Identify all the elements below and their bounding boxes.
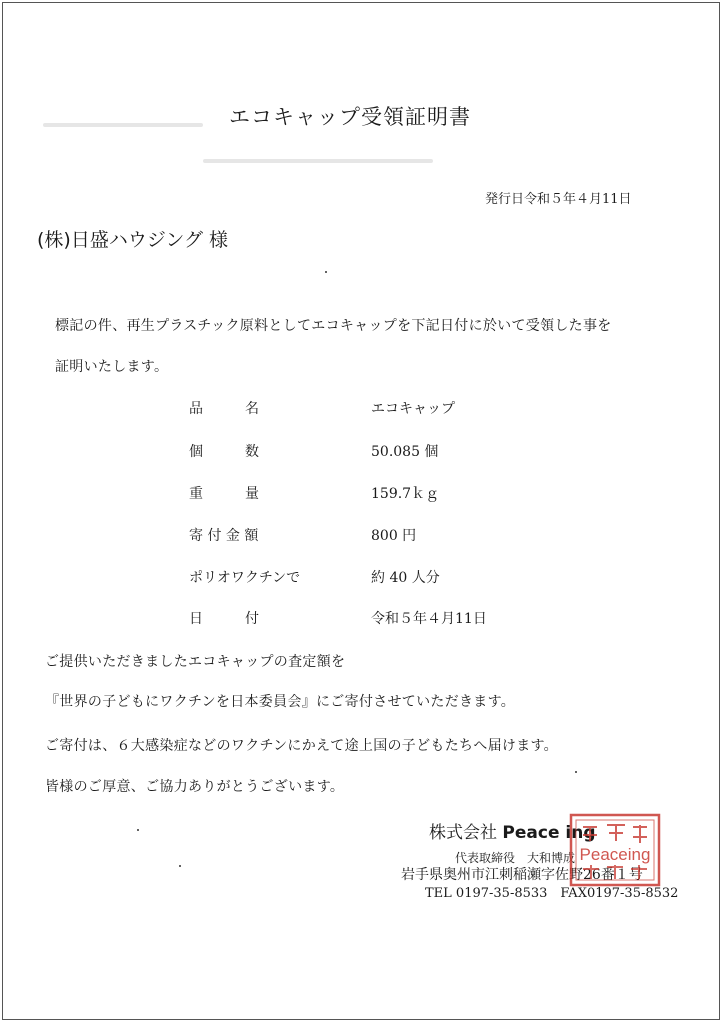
detail-label-date: 日 付 xyxy=(189,611,259,627)
scan-speck xyxy=(137,829,139,831)
detail-label-polio: ポリオワクチンで xyxy=(189,570,301,586)
company-seal-stamp xyxy=(569,813,661,887)
detail-value-polio: 約 40 人分 xyxy=(371,570,440,586)
closing-line-2: 『世界の子どもにワクチンを日本委員会』にご寄付させていただきます。 xyxy=(45,694,516,710)
body-line-2: 証明いたします。 xyxy=(55,359,169,375)
scan-speck xyxy=(325,271,327,273)
certificate-page xyxy=(2,2,720,1020)
document-title: エコキャップ受領証明書 xyxy=(229,105,471,129)
issuer-company-prefix: 株式会社 xyxy=(429,823,497,843)
detail-value-count: 50.085 個 xyxy=(371,444,439,460)
issuer-representative: 代表取締役 大和博成 xyxy=(455,851,576,865)
scan-artifact xyxy=(203,159,433,163)
issue-date: 発行日令和５年４月11日 xyxy=(485,192,632,207)
detail-label-item: 品 名 xyxy=(189,401,259,417)
issuer-address: 岩手県奥州市江刺稲瀬字佐野26番１号 xyxy=(401,867,643,883)
detail-label-donation: 寄 付 金 額 xyxy=(189,528,259,544)
body-line-1: 標記の件、再生プラスチック原料としてエコキャップを下記日付に於いて受領した事を xyxy=(55,318,612,334)
closing-line-1: ご提供いただきましたエコキャップの査定額を xyxy=(45,654,346,670)
detail-value-date: 令和５年４月11日 xyxy=(371,611,487,627)
detail-value-donation: 800 円 xyxy=(371,528,417,544)
closing-line-3: ご寄付は、６大感染症などのワクチンにかえて途上国の子どもたちへ届けます。 xyxy=(45,738,558,754)
scan-artifact xyxy=(43,123,203,127)
scan-speck xyxy=(179,865,181,867)
scan-speck xyxy=(575,771,577,773)
issuer-company-name: Peace ing xyxy=(502,823,596,843)
detail-label-count: 個 数 xyxy=(189,444,259,460)
detail-value-item: エコキャップ xyxy=(371,401,455,417)
detail-label-weight: 重 量 xyxy=(189,486,259,502)
closing-line-4: 皆様のご厚意、ご協力ありがとうございます。 xyxy=(45,779,345,795)
issuer-contact: TEL 0197-35-8533 FAX0197-35-8532 xyxy=(425,886,679,901)
recipient-name: (株)日盛ハウジング 様 xyxy=(37,229,229,251)
detail-value-weight: 159.7ｋｇ xyxy=(371,486,440,502)
seal-text: Peaceing xyxy=(579,845,651,864)
